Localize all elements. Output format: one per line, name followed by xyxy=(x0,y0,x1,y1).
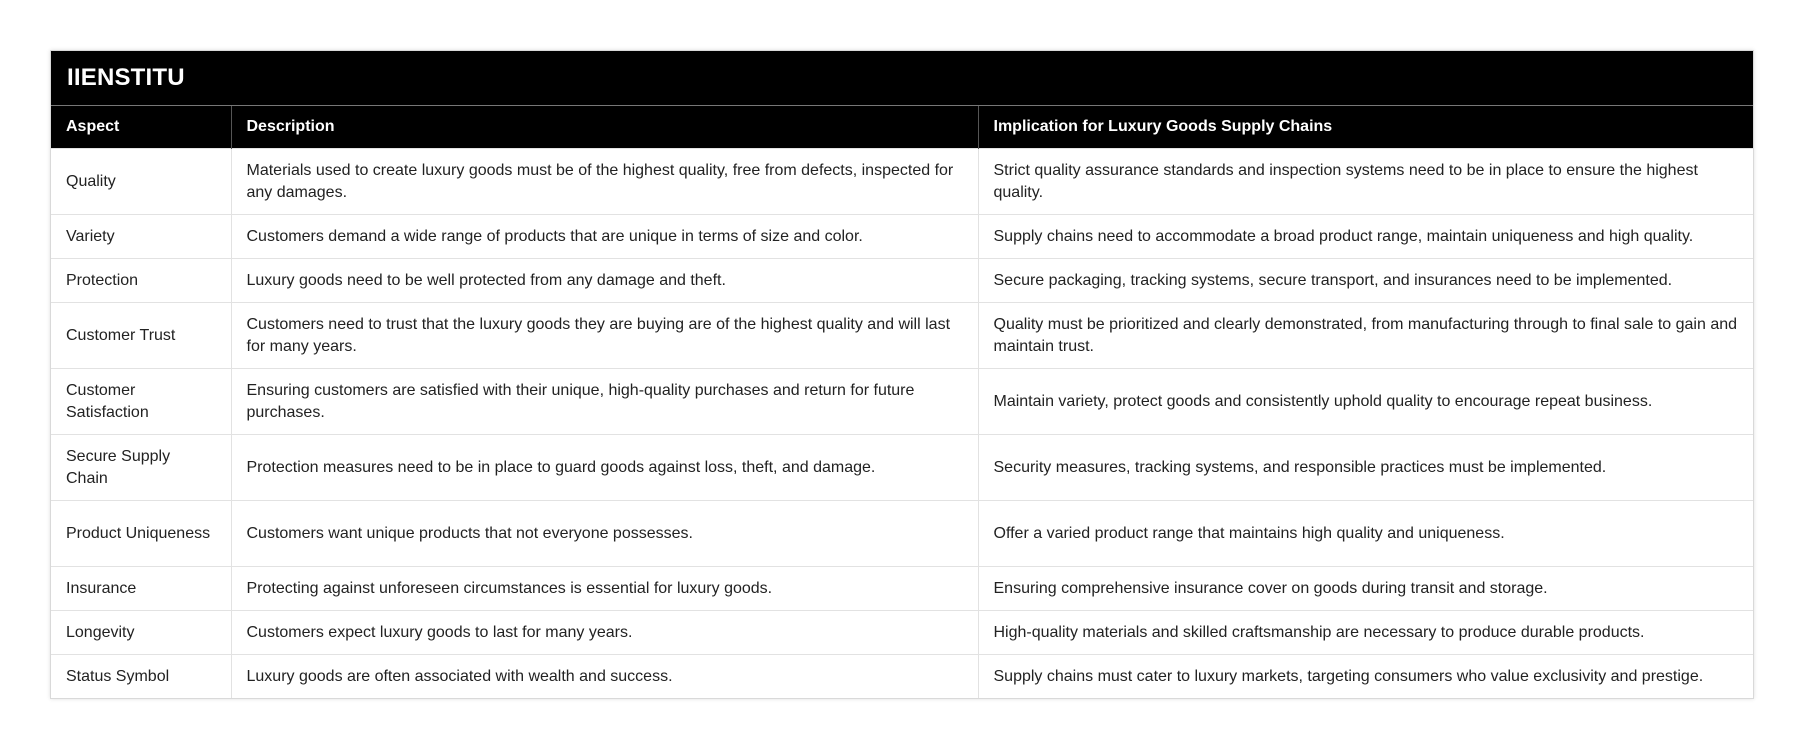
cell-implication: Supply chains need to accommodate a broad product range, maintain uniqueness and high quality. xyxy=(978,215,1753,259)
cell-description: Luxury goods need to be well protected from any damage and theft. xyxy=(231,259,978,303)
cell-aspect: Status Symbol xyxy=(51,655,231,699)
cell-description: Customers demand a wide range of products that are unique in terms of size and color. xyxy=(231,215,978,259)
header-description: Description xyxy=(231,106,978,149)
cell-implication: Ensuring comprehensive insurance cover on goods during transit and storage. xyxy=(978,567,1753,611)
table-row xyxy=(51,655,1753,699)
table-header-row xyxy=(51,106,1753,149)
brand-title: IIENSTITU xyxy=(51,51,1753,106)
content-table-card xyxy=(50,50,1754,699)
cell-aspect: Customer Trust xyxy=(51,303,231,369)
cell-implication: Maintain variety, protect goods and consistently uphold quality to encourage repeat business. xyxy=(978,369,1753,435)
table-row xyxy=(51,611,1753,655)
cell-description: Protection measures need to be in place to guard goods against loss, theft, and damage. xyxy=(231,435,978,501)
cell-description: Ensuring customers are satisfied with their unique, high-quality purchases and return for future purchases. xyxy=(231,369,978,435)
cell-aspect: Customer Satisfaction xyxy=(51,369,231,435)
cell-aspect: Longevity xyxy=(51,611,231,655)
table-row xyxy=(51,303,1753,369)
cell-aspect: Variety xyxy=(51,215,231,259)
header-implication: Implication for Luxury Goods Supply Chains xyxy=(978,106,1753,149)
cell-description: Customers need to trust that the luxury goods they are buying are of the highest quality and will last for many years. xyxy=(231,303,978,369)
cell-aspect: Quality xyxy=(51,149,231,215)
header-aspect: Aspect xyxy=(51,106,231,149)
table-row xyxy=(51,149,1753,215)
table-row xyxy=(51,215,1753,259)
cell-aspect: Secure Supply Chain xyxy=(51,435,231,501)
cell-description: Customers expect luxury goods to last for many years. xyxy=(231,611,978,655)
table-row xyxy=(51,501,1753,567)
table-row xyxy=(51,435,1753,501)
cell-implication: Supply chains must cater to luxury markets, targeting consumers who value exclusivity and prestige. xyxy=(978,655,1753,699)
cell-implication: Quality must be prioritized and clearly demonstrated, from manufacturing through to final sale to gain and maintain trust. xyxy=(978,303,1753,369)
aspects-table xyxy=(51,106,1753,698)
cell-implication: Secure packaging, tracking systems, secure transport, and insurances need to be implemented. xyxy=(978,259,1753,303)
table-row xyxy=(51,259,1753,303)
cell-implication: Security measures, tracking systems, and responsible practices must be implemented. xyxy=(978,435,1753,501)
table-row xyxy=(51,369,1753,435)
cell-description: Protecting against unforeseen circumstances is essential for luxury goods. xyxy=(231,567,978,611)
cell-aspect: Product Uniqueness xyxy=(51,501,231,567)
cell-description: Customers want unique products that not everyone possesses. xyxy=(231,501,978,567)
table-row xyxy=(51,567,1753,611)
cell-aspect: Protection xyxy=(51,259,231,303)
cell-implication: High-quality materials and skilled craftsmanship are necessary to produce durable products. xyxy=(978,611,1753,655)
cell-implication: Strict quality assurance standards and inspection systems need to be in place to ensure the highest quality. xyxy=(978,149,1753,215)
cell-description: Materials used to create luxury goods must be of the highest quality, free from defects, inspected for any damages. xyxy=(231,149,978,215)
cell-implication: Offer a varied product range that maintains high quality and uniqueness. xyxy=(978,501,1753,567)
cell-description: Luxury goods are often associated with wealth and success. xyxy=(231,655,978,699)
cell-aspect: Insurance xyxy=(51,567,231,611)
